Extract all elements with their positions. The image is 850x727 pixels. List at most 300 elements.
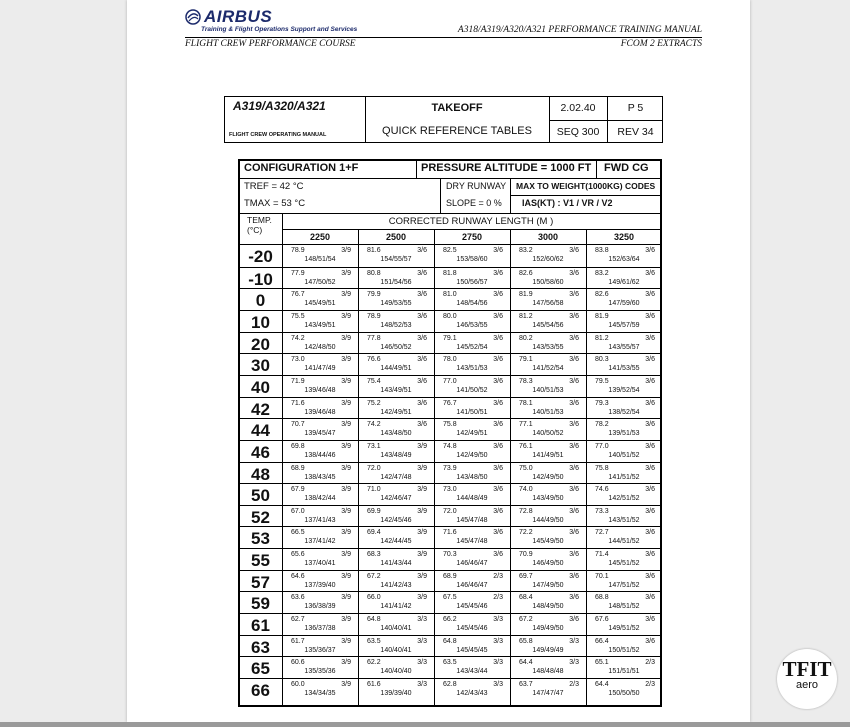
speeds-value: 145/45/46 xyxy=(456,603,488,611)
speeds-value: 147/50/52 xyxy=(304,278,336,286)
weight-code-line xyxy=(443,464,503,473)
code-value: 3/9 xyxy=(341,399,351,407)
speeds-value: 148/54/56 xyxy=(456,300,488,308)
code-value: 3/9 xyxy=(417,486,427,494)
temperature-value: 42 xyxy=(251,399,270,419)
speeds-value: 149/61/62 xyxy=(608,278,640,286)
tref-label: TREF = 42 °C xyxy=(244,181,304,192)
table-row xyxy=(240,678,660,700)
speeds-value: 143/49/51 xyxy=(380,386,412,394)
table-cell xyxy=(282,268,358,289)
code-value: 3/9 xyxy=(341,594,351,602)
max-weight-value: 78.3 xyxy=(519,377,533,385)
speeds-value: 141/49/51 xyxy=(532,451,564,459)
code-value: 3/9 xyxy=(341,616,351,624)
weight-code-line xyxy=(367,615,427,624)
code-value: 3/6 xyxy=(417,399,427,407)
speeds-value: 140/40/40 xyxy=(380,668,412,676)
weight-code-line xyxy=(595,485,655,494)
max-weight-value: 73.9 xyxy=(443,464,457,472)
weight-code-line xyxy=(595,593,655,602)
code-value: 3/6 xyxy=(493,442,503,450)
max-weight-value: 78.0 xyxy=(443,356,457,364)
max-weight-value: 77.1 xyxy=(519,421,533,429)
table-cell xyxy=(434,441,510,462)
table-row xyxy=(240,613,660,635)
speeds-value: 148/49/50 xyxy=(532,603,564,611)
max-weight-value: 67.6 xyxy=(595,616,609,624)
code-value: 3/9 xyxy=(341,529,351,537)
code-value: 3/6 xyxy=(645,247,655,254)
table-cell xyxy=(434,289,510,310)
max-weight-value: 65.1 xyxy=(595,659,609,667)
table-row xyxy=(240,288,660,310)
divider xyxy=(549,120,662,121)
max-weight-value: 61.6 xyxy=(367,681,381,688)
code-value: 3/9 xyxy=(341,486,351,494)
weight-code-line xyxy=(367,334,427,343)
speeds-value: 146/50/52 xyxy=(380,343,412,351)
max-weight-value: 60.0 xyxy=(291,681,305,688)
code-value: 3/6 xyxy=(569,594,579,602)
table-cell xyxy=(434,245,510,266)
speeds-value: 145/57/59 xyxy=(608,321,640,329)
speeds-value: 143/51/53 xyxy=(456,365,488,373)
max-weight-value: 72.0 xyxy=(367,464,381,472)
speeds-value: 139/51/53 xyxy=(608,430,640,438)
table-row xyxy=(240,483,660,505)
speeds-value: 154/55/57 xyxy=(380,256,412,263)
max-weight-value: 69.7 xyxy=(519,572,533,580)
table-cell xyxy=(282,549,358,570)
table-cell xyxy=(282,571,358,592)
max-weight-value: 81.9 xyxy=(519,291,533,299)
speeds-value: 137/40/41 xyxy=(304,560,336,568)
speeds-value: 140/51/52 xyxy=(608,451,640,459)
speeds-value: 142/49/51 xyxy=(456,430,488,438)
weight-code-line xyxy=(367,485,427,494)
temperature-value: 40 xyxy=(251,377,270,397)
temperature-value: 50 xyxy=(251,486,270,506)
revision-number: REV 34 xyxy=(617,126,654,138)
weight-code-line xyxy=(443,485,503,494)
code-value: 3/9 xyxy=(417,464,427,472)
max-weight-value: 76.7 xyxy=(291,291,305,299)
code-value: 3/6 xyxy=(569,377,579,385)
weight-code-line xyxy=(367,593,427,602)
table-cell xyxy=(434,679,510,700)
max-weight-value: 63.5 xyxy=(443,659,457,667)
code-value: 3/9 xyxy=(417,594,427,602)
table-cell xyxy=(358,636,434,657)
weight-code-line xyxy=(519,572,579,581)
table-cell xyxy=(586,333,662,354)
weight-code-line xyxy=(367,269,427,278)
table-cell xyxy=(510,484,586,505)
weight-code-line xyxy=(519,507,579,516)
max-weight-value: 71.4 xyxy=(595,551,609,559)
table-cell xyxy=(510,679,586,700)
max-weight-value: 74.6 xyxy=(595,486,609,494)
table-cell xyxy=(282,419,358,440)
weight-code-line xyxy=(291,399,351,408)
table-cell xyxy=(434,549,510,570)
max-weight-value: 72.0 xyxy=(443,507,457,515)
max-weight-value: 68.9 xyxy=(291,464,305,472)
code-value: 3/3 xyxy=(569,659,579,667)
speeds-value: 140/51/53 xyxy=(532,408,564,416)
corrected-length-header: CORRECTED RUNWAY LENGTH (M ) xyxy=(388,216,554,227)
sequence-number: SEQ 300 xyxy=(556,126,600,138)
speeds-value: 143/48/50 xyxy=(380,430,412,438)
length-header-2750: 2750 xyxy=(461,232,483,242)
max-weight-value: 62.8 xyxy=(443,681,457,688)
temperature-value: 61 xyxy=(251,616,270,636)
code-value: 3/6 xyxy=(417,312,427,320)
speeds-value: 140/51/53 xyxy=(532,386,564,394)
max-weight-value: 73.0 xyxy=(443,486,457,494)
table-row xyxy=(240,505,660,527)
weight-code-line xyxy=(443,269,503,278)
weight-code-line xyxy=(367,572,427,581)
weight-code-line xyxy=(595,334,655,343)
divider xyxy=(440,178,441,213)
table-cell xyxy=(282,289,358,310)
takeoff-table xyxy=(238,159,662,707)
speeds-value: 147/47/47 xyxy=(532,690,564,697)
code-value: 3/6 xyxy=(417,377,427,385)
code-value: 3/3 xyxy=(493,616,503,624)
table-cell xyxy=(282,657,358,678)
speeds-value: 149/49/49 xyxy=(532,646,564,654)
max-weight-value: 70.1 xyxy=(595,572,609,580)
table-cell xyxy=(586,376,662,397)
weight-code-line xyxy=(519,442,579,451)
weight-code-line xyxy=(443,528,503,537)
speeds-value: 143/43/44 xyxy=(456,668,488,676)
table-cell xyxy=(358,549,434,570)
max-weight-value: 81.9 xyxy=(595,312,609,320)
table-cell xyxy=(586,571,662,592)
code-value: 3/9 xyxy=(341,442,351,450)
code-value: 3/9 xyxy=(341,421,351,429)
code-value: 3/9 xyxy=(341,291,351,299)
weight-code-line xyxy=(595,377,655,386)
table-cell xyxy=(282,311,358,332)
weight-code-line xyxy=(519,420,579,429)
table-cell xyxy=(510,333,586,354)
max-weight-value: 75.5 xyxy=(291,312,305,320)
code-value: 3/6 xyxy=(493,529,503,537)
max-weight-value: 66.0 xyxy=(367,594,381,602)
code-value: 3/6 xyxy=(417,334,427,342)
weight-code-line xyxy=(291,334,351,343)
temperature-value: 65 xyxy=(251,659,270,679)
max-weight-value: 81.2 xyxy=(519,312,533,320)
speeds-value: 141/52/54 xyxy=(532,365,564,373)
table-cell xyxy=(434,506,510,527)
code-value: 3/6 xyxy=(569,486,579,494)
table-cell xyxy=(510,527,586,548)
table-cell xyxy=(358,506,434,527)
max-weight-value: 60.6 xyxy=(291,659,305,667)
table-cell xyxy=(434,333,510,354)
code-value: 3/6 xyxy=(645,551,655,559)
speeds-value: 150/50/50 xyxy=(608,690,640,697)
code-value: 3/6 xyxy=(493,334,503,342)
temperature-unit: (°C) xyxy=(247,225,263,235)
table-cell xyxy=(586,398,662,419)
table-cell xyxy=(586,679,662,700)
max-to-weight-label: MAX TO WEIGHT(1000KG) CODES xyxy=(516,181,656,191)
max-weight-value: 64.4 xyxy=(519,659,533,667)
weight-code-line xyxy=(519,355,579,364)
weight-code-line xyxy=(291,485,351,494)
speeds-value: 146/46/47 xyxy=(456,581,488,589)
speeds-value: 150/51/52 xyxy=(608,646,640,654)
weight-code-line xyxy=(443,246,503,255)
max-weight-value: 68.4 xyxy=(519,594,533,602)
table-cell xyxy=(434,657,510,678)
table-cell xyxy=(434,571,510,592)
weight-code-line xyxy=(595,528,655,537)
temperature-value: 46 xyxy=(251,442,270,462)
temperature-value: 48 xyxy=(251,464,270,484)
speeds-value: 141/50/51 xyxy=(456,408,488,416)
code-value: 2/3 xyxy=(569,681,579,688)
table-cell xyxy=(358,333,434,354)
max-weight-value: 76.1 xyxy=(519,442,533,450)
table-row xyxy=(240,353,660,375)
table-cell xyxy=(434,419,510,440)
airbus-logo xyxy=(185,8,272,26)
temperature-label: TEMP. xyxy=(247,215,272,225)
max-weight-value: 73.3 xyxy=(595,507,609,515)
table-cell xyxy=(510,614,586,635)
weight-code-line xyxy=(443,593,503,602)
weight-code-line xyxy=(443,680,503,689)
table-cell xyxy=(510,636,586,657)
max-weight-value: 71.9 xyxy=(291,377,305,385)
table-cell xyxy=(358,311,434,332)
weight-code-line xyxy=(519,550,579,559)
max-weight-value: 79.1 xyxy=(443,334,457,342)
weight-code-line xyxy=(519,334,579,343)
max-weight-value: 82.6 xyxy=(595,291,609,299)
max-weight-value: 82.5 xyxy=(443,247,457,254)
table-cell xyxy=(434,484,510,505)
table-row xyxy=(240,635,660,657)
weight-code-line xyxy=(367,420,427,429)
divider xyxy=(596,161,597,178)
code-value: 3/6 xyxy=(493,421,503,429)
table-cell xyxy=(586,354,662,375)
speeds-value: 142/49/51 xyxy=(380,408,412,416)
weight-code-line xyxy=(443,572,503,581)
speeds-value: 144/48/49 xyxy=(456,495,488,503)
weight-code-line xyxy=(291,355,351,364)
table-cell xyxy=(586,311,662,332)
tmax-label: TMAX = 53 °C xyxy=(244,198,306,209)
max-weight-value: 68.3 xyxy=(367,551,381,559)
weight-code-line xyxy=(367,377,427,386)
speeds-value: 141/47/49 xyxy=(304,365,336,373)
table-cell xyxy=(358,657,434,678)
table-cell xyxy=(510,398,586,419)
weight-code-line xyxy=(443,377,503,386)
code-value: 3/6 xyxy=(569,334,579,342)
speeds-value: 145/45/46 xyxy=(456,625,488,633)
speeds-value: 138/42/44 xyxy=(304,495,336,503)
speeds-value: 143/48/49 xyxy=(380,451,412,459)
max-weight-value: 80.3 xyxy=(595,356,609,364)
doc-title: TAKEOFF xyxy=(431,102,483,114)
table-cell xyxy=(586,592,662,613)
weight-code-line xyxy=(595,615,655,624)
speeds-value: 137/41/43 xyxy=(304,516,336,524)
code-value: 3/6 xyxy=(569,616,579,624)
speeds-value: 143/55/57 xyxy=(608,343,640,351)
weight-code-line xyxy=(519,658,579,667)
table-cell xyxy=(586,614,662,635)
code-value: 3/3 xyxy=(417,681,427,688)
speeds-value: 141/51/52 xyxy=(608,473,640,481)
speeds-value: 145/52/54 xyxy=(456,343,488,351)
table-cell xyxy=(510,571,586,592)
table-cell xyxy=(282,354,358,375)
weight-code-line xyxy=(291,680,351,689)
watermark-subtext: aero xyxy=(795,679,819,691)
tfit-watermark-logo xyxy=(777,649,837,709)
code-value: 3/9 xyxy=(341,269,351,277)
table-cell xyxy=(434,398,510,419)
weight-code-line xyxy=(291,507,351,516)
max-weight-value: 78.9 xyxy=(367,312,381,320)
max-weight-value: 81.6 xyxy=(367,247,381,254)
table-cell xyxy=(510,419,586,440)
weight-code-line xyxy=(291,550,351,559)
max-weight-value: 76.6 xyxy=(367,356,381,364)
temperature-value: 59 xyxy=(251,594,270,614)
code-value: 3/9 xyxy=(341,507,351,515)
max-weight-value: 66.4 xyxy=(595,637,609,645)
table-row xyxy=(240,267,660,289)
table-cell xyxy=(586,549,662,570)
brand-name: AIRBUS xyxy=(204,7,273,26)
temperature-value: 57 xyxy=(251,572,270,592)
table-cell xyxy=(586,463,662,484)
weight-code-line xyxy=(443,442,503,451)
max-weight-value: 78.9 xyxy=(291,247,305,254)
code-value: 3/9 xyxy=(417,442,427,450)
code-value: 3/6 xyxy=(645,572,655,580)
temperature-value: 44 xyxy=(251,421,270,441)
weight-code-line xyxy=(595,680,655,689)
code-value: 3/9 xyxy=(341,356,351,364)
max-weight-value: 80.8 xyxy=(367,269,381,277)
max-weight-value: 68.8 xyxy=(595,594,609,602)
code-value: 3/6 xyxy=(417,421,427,429)
code-value: 3/6 xyxy=(493,399,503,407)
speeds-value: 139/52/54 xyxy=(608,386,640,394)
max-weight-value: 77.0 xyxy=(443,377,457,385)
temperature-value: 53 xyxy=(251,529,270,549)
table-cell xyxy=(510,441,586,462)
weight-code-line xyxy=(443,399,503,408)
max-weight-value: 80.0 xyxy=(443,312,457,320)
speeds-value: 149/53/55 xyxy=(380,300,412,308)
table-cell xyxy=(510,376,586,397)
table-cell xyxy=(282,614,358,635)
temperature-value: 20 xyxy=(251,334,270,354)
speeds-value: 142/44/45 xyxy=(380,538,412,546)
speeds-value: 135/36/37 xyxy=(304,646,336,654)
max-weight-value: 73.1 xyxy=(367,442,381,450)
weight-code-line xyxy=(367,550,427,559)
table-row xyxy=(240,418,660,440)
weight-code-line xyxy=(443,550,503,559)
speeds-value: 141/53/55 xyxy=(608,365,640,373)
speeds-value: 153/58/60 xyxy=(456,256,488,263)
weight-code-line xyxy=(291,290,351,299)
speeds-value: 145/49/50 xyxy=(532,538,564,546)
max-weight-value: 78.1 xyxy=(519,399,533,407)
weight-code-line xyxy=(519,593,579,602)
table-cell xyxy=(510,592,586,613)
max-weight-value: 79.9 xyxy=(367,291,381,299)
code-value: 3/6 xyxy=(569,464,579,472)
weight-code-line xyxy=(367,464,427,473)
table-cell xyxy=(358,571,434,592)
table-cell xyxy=(358,679,434,700)
max-weight-value: 69.8 xyxy=(291,442,305,450)
page-number: P 5 xyxy=(627,102,644,114)
speeds-value: 135/35/36 xyxy=(304,668,336,676)
weight-code-line xyxy=(291,246,351,255)
code-value: 3/6 xyxy=(645,269,655,277)
table-cell xyxy=(358,245,434,266)
weight-code-line xyxy=(291,269,351,278)
weight-code-line xyxy=(519,377,579,386)
length-header-2500: 2500 xyxy=(385,232,407,242)
code-value: 3/9 xyxy=(341,377,351,385)
code-value: 3/6 xyxy=(645,637,655,645)
code-value: 3/6 xyxy=(417,356,427,364)
max-weight-value: 81.2 xyxy=(595,334,609,342)
document-page xyxy=(127,0,750,722)
divider xyxy=(416,161,417,178)
speeds-value: 148/48/48 xyxy=(532,668,564,676)
divider xyxy=(510,178,511,213)
table-cell xyxy=(586,636,662,657)
table-cell xyxy=(358,527,434,548)
aircraft-model: A319/A320/A321 xyxy=(233,99,326,113)
table-cell xyxy=(282,527,358,548)
code-value: 3/6 xyxy=(493,464,503,472)
code-value: 3/6 xyxy=(493,377,503,385)
max-weight-value: 77.9 xyxy=(291,269,305,277)
code-value: 3/6 xyxy=(493,247,503,254)
max-weight-value: 71.0 xyxy=(367,486,381,494)
table-cell xyxy=(586,419,662,440)
weight-code-line xyxy=(519,464,579,473)
code-value: 3/6 xyxy=(417,291,427,299)
speeds-value: 147/49/50 xyxy=(532,581,564,589)
weight-code-line xyxy=(519,637,579,646)
table-cell xyxy=(510,311,586,332)
weight-code-line xyxy=(519,269,579,278)
code-value: 3/9 xyxy=(417,529,427,537)
